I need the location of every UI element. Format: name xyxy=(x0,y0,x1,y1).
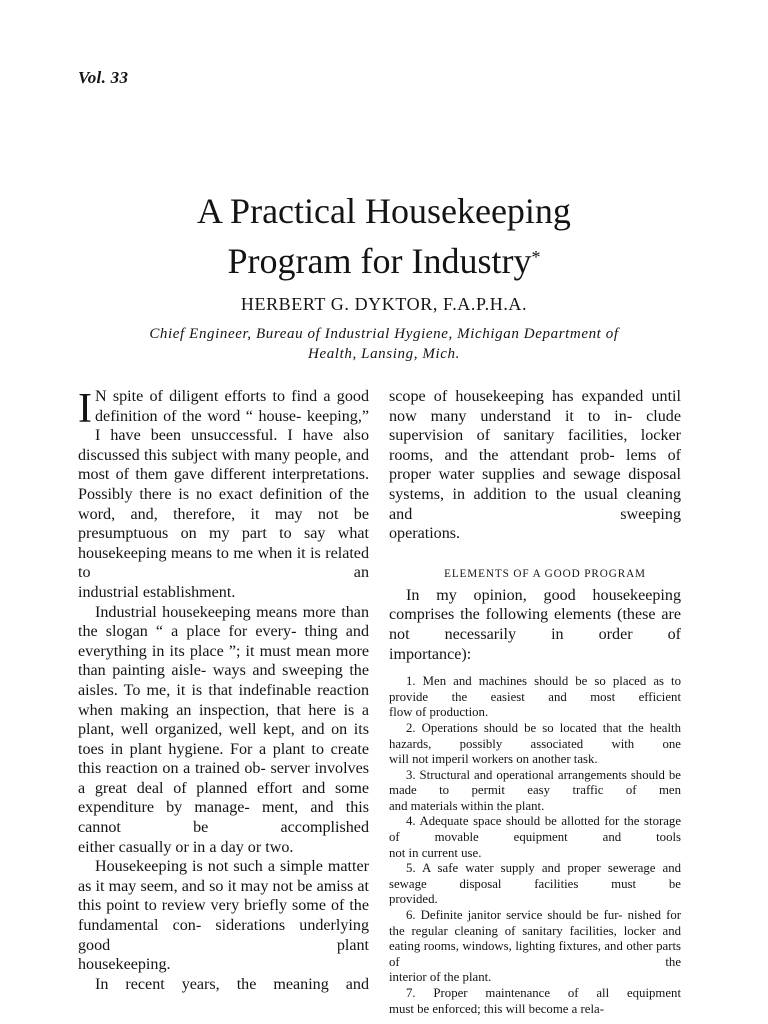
elements-intro-body: In my opinion, good housekeeping comprises the following elements (these are not necessarily in order of xyxy=(389,586,681,643)
list-item xyxy=(389,986,681,1017)
paragraph-continued-body: scope of housekeeping has expanded until now many understand it to in- clude supervision of sanitary facilities, locker rooms, and the attendant prob- lems of proper water supplies and sewage disposal systems, in addition to the usual cleaning and sweeping xyxy=(389,388,681,523)
title-line-2-text: Program for Industry xyxy=(227,241,532,281)
list-item-body: 4. Adequate space should be allotted for the storage of movable equipment and tools xyxy=(389,814,681,845)
elements-intro-paragraph xyxy=(389,586,681,664)
list-item xyxy=(389,908,681,986)
title-line-2 xyxy=(0,236,768,286)
article-title xyxy=(0,186,768,286)
left-column xyxy=(78,387,369,994)
affiliation-line-1: Chief Engineer, Bureau of Industrial Hygiene, Michigan Department of xyxy=(149,326,619,342)
paragraph-4-body: In recent years, the meaning and xyxy=(95,975,369,993)
paragraph-continued xyxy=(389,387,681,544)
volume-label: Vol. 33 xyxy=(78,68,129,87)
footnote-mark: * xyxy=(531,247,541,267)
list-item xyxy=(389,861,681,908)
affiliation-line-2: Health, Lansing, Mich. xyxy=(308,346,460,362)
list-item xyxy=(389,721,681,768)
paragraph-1 xyxy=(78,387,369,603)
list-item xyxy=(389,674,681,721)
list-item-body: 6. Definite janitor service should be fur- nished for the regular cleaning of sanitary facilities, locker and eating rooms, windows, lighting fixtures, and other parts of the xyxy=(389,908,681,969)
paragraph-1-last-line: industrial establishment. xyxy=(78,583,236,601)
author-name: HERBERT G. DYKTOR, F.A.P.H.A. xyxy=(240,294,528,314)
list-item-last-line: and materials within the plant. xyxy=(389,798,545,813)
list-item-last-line: provided. xyxy=(389,892,438,907)
paragraph-3 xyxy=(78,857,369,975)
paragraph-2-last-line: either casually or in a day or two. xyxy=(78,838,294,856)
paragraph-4 xyxy=(78,975,369,995)
section-heading: ELEMENTS OF A GOOD PROGRAM xyxy=(444,567,646,580)
paragraph-2 xyxy=(78,603,369,858)
paragraph-3-body: Housekeeping is not such a simple matter as it may seem, and so it may not be amiss at this point to review very briefly some of the fundamental con- siderations underlying good plant xyxy=(78,858,369,954)
list-item-body: 2. Operations should be so located that the health hazards, possibly associated with one xyxy=(389,720,681,751)
paragraph-3-last-line: housekeeping. xyxy=(78,956,171,974)
list-item-last-line: will not imperil workers on another task. xyxy=(389,752,598,767)
author-affiliation xyxy=(100,324,668,364)
drop-cap: I xyxy=(78,386,92,432)
list-item-body: 3. Structural and operational arrangements should be made to permit easy traffic of men xyxy=(389,767,681,798)
list-item xyxy=(389,768,681,815)
list-item-last-line: not in current use. xyxy=(389,845,482,860)
elements-intro-last-line: importance): xyxy=(389,645,472,663)
list-item xyxy=(389,814,681,861)
paragraph-1-body: N spite of diligent efforts to find a good definition of the word “ house- keeping,” I have been unsuccessful. I have also discussed this subject with many people, and most of them gave different interpretations. Possibly there is no exact definition of the word, and, therefore, it may not be presumptuous on my part to say what housekeeping means to me when it is related to an xyxy=(78,388,369,582)
paragraph-2-body: Industrial housekeeping means more than the slogan “ a place for every- thing and everything in its place ”; it must mean more than painting aisle- ways and sweeping the aisles. To me, it is that indefinable reaction when making an inspection, that here is a plant, well organized, well kept, and on its toes in plant hygiene. For a plant to create this reaction on a trained ob- server involves a great deal of planned effort and some expenditure by manage- ment, and this cannot be accomplished xyxy=(78,603,369,837)
right-column xyxy=(389,387,681,1017)
list-item-body: 5. A safe water supply and proper sewerage and sewage disposal facilities must be xyxy=(389,861,681,891)
list-item-body: 7. Proper maintenance of all equipment xyxy=(406,986,681,1000)
list-item-last-line: must be enforced; this will become a rela- xyxy=(389,1001,604,1016)
elements-list xyxy=(389,674,681,1017)
title-line-1: A Practical Housekeeping xyxy=(197,191,571,231)
list-item-last-line: interior of the plant. xyxy=(389,970,492,985)
list-item-body: 1. Men and machines should be so placed as to provide the easiest and most efficient xyxy=(389,674,681,704)
paragraph-continued-last-line: operations. xyxy=(389,525,461,543)
list-item-last-line: flow of production. xyxy=(389,705,489,720)
